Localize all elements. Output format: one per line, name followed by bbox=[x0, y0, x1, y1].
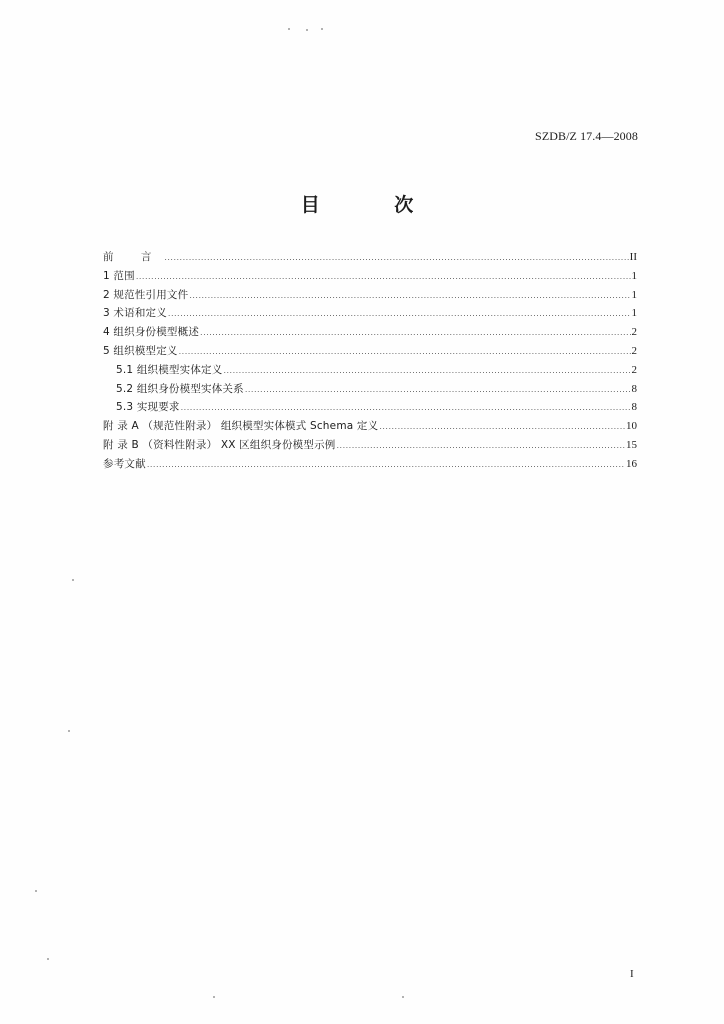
scan-speck bbox=[288, 28, 290, 30]
toc-entry-label: 3 术语和定义 bbox=[103, 307, 167, 320]
toc-entry-label: 4 组织身份模型概述 bbox=[103, 326, 200, 339]
toc-leader-dots bbox=[147, 460, 625, 469]
toc-entry-normative-references[interactable] bbox=[103, 287, 637, 306]
scan-speck bbox=[402, 996, 404, 998]
toc-entry-5-2[interactable] bbox=[103, 381, 637, 400]
toc-entry-appendix-b[interactable] bbox=[103, 437, 637, 456]
toc-entry-5-1[interactable] bbox=[103, 362, 637, 381]
scan-speck bbox=[321, 28, 323, 30]
toc-entry-page: 8 bbox=[631, 382, 637, 395]
toc-entry-page: 10 bbox=[626, 420, 637, 433]
toc-entry-appendix-a[interactable] bbox=[103, 418, 637, 437]
toc-entry-label: 5.1 组织模型实体定义 bbox=[116, 363, 223, 376]
toc-entry-label: 5.2 组织身份模型实体关系 bbox=[116, 382, 244, 395]
toc-entry-label: 参考文献 bbox=[103, 457, 146, 470]
table-of-contents bbox=[103, 249, 637, 475]
toc-entry-page: 16 bbox=[626, 457, 637, 470]
toc-leader-dots bbox=[168, 309, 631, 318]
toc-leader-dots bbox=[336, 441, 625, 450]
toc-entry-5-3[interactable] bbox=[103, 399, 637, 418]
toc-entry-page: 2 bbox=[631, 326, 637, 339]
scan-speck bbox=[35, 890, 37, 892]
toc-entry-label: 附 录 B （资料性附录） XX 区组织身份模型示例 bbox=[103, 438, 336, 451]
toc-leader-dots bbox=[179, 347, 631, 356]
toc-entry-bibliography[interactable] bbox=[103, 456, 637, 475]
toc-entry-label: 附 录 A （规范性附录） 组织模型实体模式 Schema 定义 bbox=[103, 420, 379, 433]
toc-entry-page: 2 bbox=[631, 344, 637, 357]
toc-leader-dots bbox=[136, 272, 631, 281]
toc-entry-page: 8 bbox=[631, 401, 637, 414]
toc-entry-model-overview[interactable] bbox=[103, 324, 637, 343]
toc-leader-dots bbox=[200, 328, 630, 337]
toc-entry-page: 15 bbox=[626, 438, 637, 451]
toc-entry-model-definition[interactable] bbox=[103, 343, 637, 362]
toc-entry-page: 1 bbox=[631, 307, 637, 320]
toc-entry-label: 1 范围 bbox=[103, 269, 135, 282]
page-number: I bbox=[630, 968, 634, 980]
toc-entry-label: 前 言 bbox=[103, 251, 164, 263]
toc-title: 目 次 bbox=[300, 194, 448, 216]
toc-entry-terms-definitions[interactable] bbox=[103, 305, 637, 324]
document-code: SZDB/Z 17.4—2008 bbox=[535, 129, 638, 143]
scan-speck bbox=[47, 958, 49, 960]
toc-entry-label: 2 规范性引用文件 bbox=[103, 288, 189, 301]
toc-entry-scope[interactable] bbox=[103, 268, 637, 287]
toc-leader-dots bbox=[223, 366, 630, 375]
toc-entry-foreword[interactable] bbox=[103, 249, 637, 268]
scan-speck bbox=[68, 730, 70, 732]
toc-entry-page: 2 bbox=[631, 363, 637, 376]
scan-speck bbox=[213, 996, 215, 998]
toc-entry-page: 1 bbox=[631, 269, 637, 282]
toc-entry-page: II bbox=[629, 251, 637, 263]
toc-entry-label: 5 组织模型定义 bbox=[103, 344, 178, 357]
toc-leader-dots bbox=[245, 385, 631, 394]
scan-speck bbox=[72, 579, 74, 581]
toc-leader-dots bbox=[181, 403, 631, 412]
toc-entry-page: 1 bbox=[631, 288, 637, 301]
toc-leader-dots bbox=[164, 253, 628, 262]
toc-entry-label: 5.3 实现要求 bbox=[116, 401, 180, 414]
toc-leader-dots bbox=[189, 291, 630, 300]
toc-leader-dots bbox=[379, 422, 625, 431]
scan-speck bbox=[306, 29, 308, 31]
